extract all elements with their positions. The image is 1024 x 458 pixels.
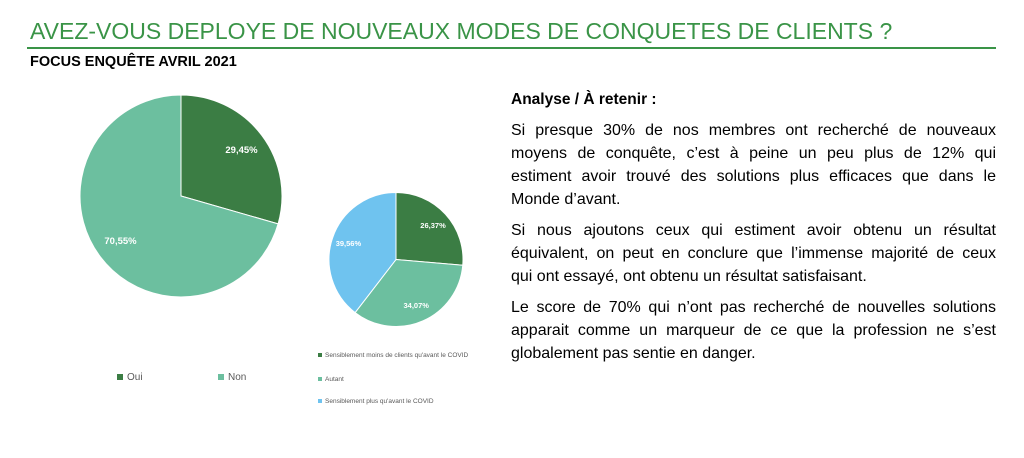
pie-chart-oui-non bbox=[80, 95, 282, 297]
legend-label-plus-de-clients: Sensiblement plus qu'avant le COVID bbox=[325, 397, 434, 405]
text-line: équivalent, on peut en conclure que l’immense majorité de ceux bbox=[511, 245, 996, 262]
text-line: globalement pas sentie en danger. bbox=[511, 345, 756, 362]
text-line: Si nous ajoutons ceux qui estiment avoir obtenu un résultat bbox=[511, 222, 996, 239]
analysis-paragraph-2 bbox=[511, 219, 996, 288]
text-line: Le score de 70% qui n’ont pas recherché de nouvelles solutions bbox=[511, 299, 996, 316]
legend-item-oui bbox=[117, 370, 143, 384]
analysis-paragraph-3 bbox=[511, 296, 996, 365]
pie-result-label-plus-de-clients: 39,56% bbox=[335, 238, 362, 248]
pie-main-label-non: 70,55% bbox=[104, 236, 137, 248]
legend-label-moins-de-clients: Sensiblement moins de clients qu'avant le COVID bbox=[325, 351, 469, 359]
text-line: Monde d’avant. bbox=[511, 191, 621, 208]
legend-swatch-moins-de-clients bbox=[318, 353, 322, 357]
text-line: moyens de conquête, c’est à peine un peu plus de 12% qui bbox=[511, 145, 996, 162]
text-line: estiment avoir trouvé des solutions plus efficaces que dans le bbox=[511, 168, 996, 185]
pie-main-label-oui: 29,45% bbox=[225, 144, 258, 156]
legend-item-non bbox=[218, 370, 246, 384]
legend-label-oui: Oui bbox=[127, 371, 143, 383]
legend-swatch-non bbox=[218, 374, 224, 380]
pie-chart-resultat bbox=[329, 193, 463, 327]
charts-canvas bbox=[0, 0, 500, 458]
legend-swatch-plus-de-clients bbox=[318, 399, 322, 403]
analysis-heading: Analyse / À retenir : bbox=[511, 91, 657, 108]
slide-title: AVEZ-VOUS DEPLOYE DE NOUVEAUX MODES DE CONQUETES DE CLIENTS ? bbox=[30, 18, 893, 44]
slide-subtitle: FOCUS ENQUÊTE AVRIL 2021 bbox=[30, 54, 237, 70]
legend-item-moins-de-clients bbox=[318, 350, 468, 360]
legend-item-autant bbox=[318, 374, 344, 384]
analysis-paragraph-1 bbox=[511, 119, 996, 211]
analysis-panel bbox=[511, 90, 996, 373]
legend-swatch-oui bbox=[117, 374, 123, 380]
pie-result-label-moins-de-clients: 26,37% bbox=[420, 221, 446, 231]
text-line: Si presque 30% de nos membres ont recherché de nouveaux bbox=[511, 122, 996, 139]
text-line: qui ont essayé, ont obtenu un résultat satisfaisant. bbox=[511, 268, 867, 285]
legend-swatch-autant bbox=[318, 377, 322, 381]
legend-item-plus-de-clients bbox=[318, 396, 434, 406]
pie-result-label-autant: 34,07% bbox=[403, 301, 429, 310]
legend-label-autant: Autant bbox=[325, 375, 344, 383]
text-line: apparait comme un marqueur de ce que la profession ne s’est bbox=[511, 322, 996, 339]
legend-label-non: Non bbox=[228, 371, 247, 383]
